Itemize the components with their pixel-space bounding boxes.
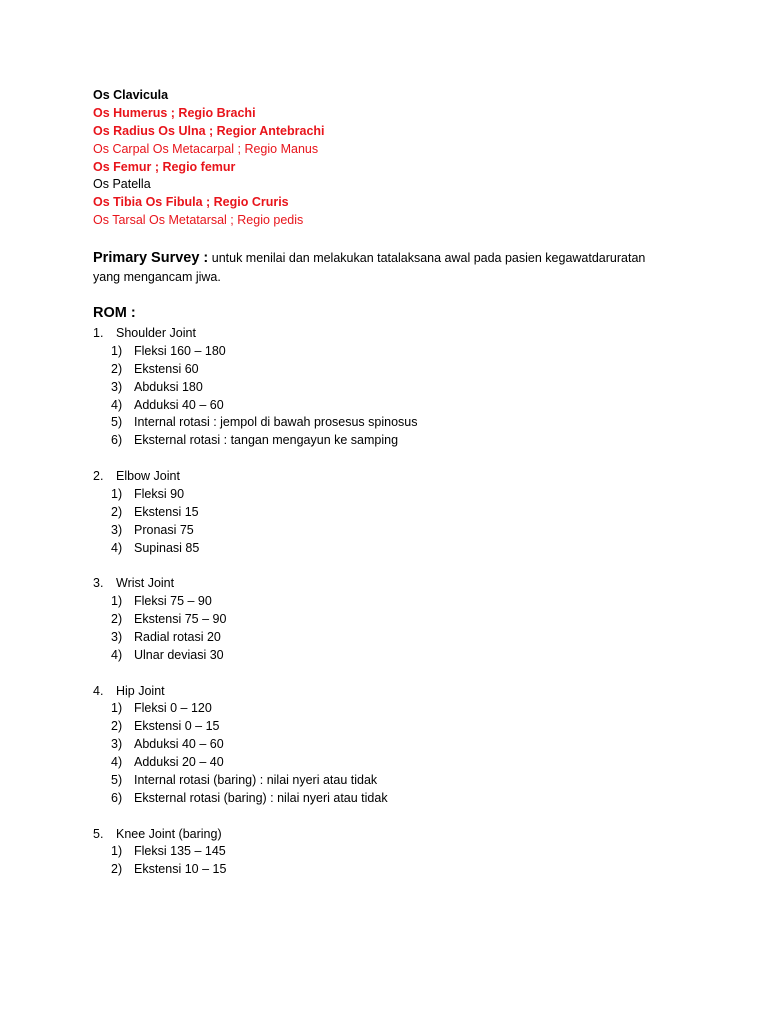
section-number: 2. (93, 469, 104, 484)
item-text: Fleksi 135 – 145 (134, 844, 226, 859)
bone-line: Os Femur ; Regio femur (93, 159, 236, 174)
section-title: Hip Joint (116, 683, 165, 698)
section-title: Knee Joint (baring) (116, 826, 222, 841)
item-text: Pronasi 75 (134, 522, 194, 537)
item-number: 3) (111, 522, 123, 537)
item-number: 4) (111, 397, 123, 412)
item-text: Ekstensi 75 – 90 (134, 612, 227, 627)
item-number: 1) (111, 343, 123, 358)
section-title: Elbow Joint (116, 469, 180, 484)
rom-heading: ROM : (93, 305, 136, 321)
section-number: 1. (93, 326, 104, 340)
bone-line: Os Tibia Os Fibula ; Regio Cruris (93, 195, 289, 210)
section-number: 3. (93, 576, 104, 591)
item-text: Ekstensi 15 (134, 504, 199, 519)
item-number: 1) (111, 594, 123, 609)
bone-list (93, 87, 325, 230)
item-text: Adduksi 20 – 40 (134, 755, 224, 770)
item-text: Fleksi 160 – 180 (134, 343, 226, 358)
bone-line: Os Patella (93, 177, 151, 192)
item-number: 4) (111, 755, 123, 770)
item-text: Ekstensi 0 – 15 (134, 719, 220, 734)
item-number: 3) (111, 379, 123, 394)
item-text: Fleksi 90 (134, 486, 185, 501)
item-number: 5) (111, 415, 123, 430)
item-text: Eksternal rotasi : tangan mengayun ke samping (134, 433, 399, 448)
item-text: Ulnar deviasi 30 (134, 647, 224, 662)
item-number: 2) (111, 504, 123, 519)
item-text: Adduksi 40 – 60 (134, 397, 224, 412)
item-number: 2) (111, 862, 123, 877)
primary-survey-text: untuk menilai dan melakukan tatalaksana awal pada pasien kegawatdaruratan yang mengancam jiwa. (93, 251, 646, 284)
item-number: 6) (111, 790, 123, 805)
item-text: Eksternal rotasi (baring) : nilai nyeri atau tidak (134, 790, 388, 805)
bone-line: Os Tarsal Os Metatarsal ; Regio pedis (93, 213, 304, 228)
item-number: 2) (111, 612, 123, 627)
item-text: Abduksi 40 – 60 (134, 737, 224, 752)
item-text: Ekstensi 10 – 15 (134, 862, 227, 877)
item-text: Fleksi 0 – 120 (134, 701, 212, 716)
bone-line: Os Carpal Os Metacarpal ; Regio Manus (93, 141, 319, 156)
item-number: 4) (111, 647, 123, 662)
item-number: 1) (111, 844, 123, 859)
item-number: 1) (111, 701, 123, 716)
section-number: 4. (93, 683, 104, 698)
item-number: 3) (111, 629, 123, 644)
item-number: 2) (111, 361, 123, 376)
item-text: Fleksi 75 – 90 (134, 594, 212, 609)
bone-line: Os Humerus ; Regio Brachi (93, 105, 256, 120)
item-number: 2) (111, 719, 123, 734)
section-title: Wrist Joint (116, 576, 175, 591)
item-text: Internal rotasi (baring) : nilai nyeri atau tidak (134, 772, 378, 787)
item-text: Internal rotasi : jempol di bawah prosesus spinosus (134, 415, 418, 430)
item-text: Supinasi 85 (134, 540, 200, 555)
item-number: 6) (111, 433, 123, 448)
section-number: 5. (93, 826, 104, 841)
item-text: Radial rotasi 20 (134, 629, 221, 644)
item-number: 5) (111, 772, 123, 787)
item-number: 3) (111, 737, 123, 752)
bone-line: Os Clavicula (93, 88, 169, 102)
section-title: Shoulder Joint (116, 326, 196, 340)
primary-survey-title: Primary Survey : (93, 250, 209, 266)
item-number: 4) (111, 540, 123, 555)
item-text: Ekstensi 60 (134, 361, 199, 376)
item-text: Abduksi 180 (134, 379, 203, 394)
primary-survey-paragraph (93, 249, 653, 287)
bone-line: Os Radius Os Ulna ; Regior Antebrachi (93, 123, 325, 138)
item-number: 1) (111, 486, 123, 501)
